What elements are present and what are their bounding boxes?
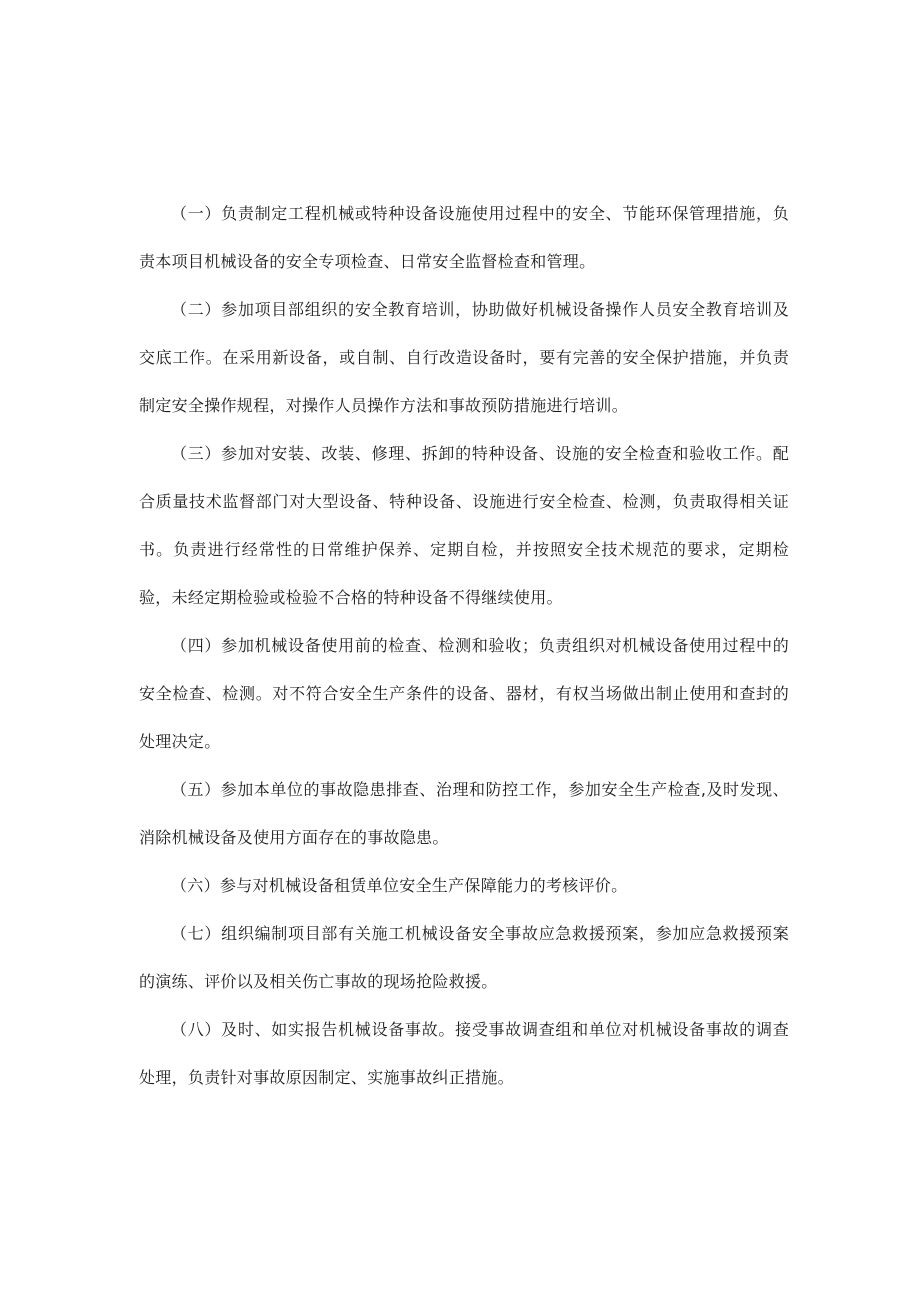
paragraph-5: （五）参加本单位的事故隐患排查、治理和防控工作，参加安全生产检查,及时发现、消除机械设备及使用方面存在的事故隐患。 (139, 780, 789, 847)
paragraph-4: （四）参加机械设备使用前的检查、检测和验收；负责组织对机械设备使用过程中的安全检查、检测。对不符合安全生产条件的设备、器材，有权当场做出制止使用和查封的处理决定。 (139, 636, 789, 751)
paragraph-7: （七）组织编制项目部有关施工机械设备安全事故应急救援预案，参加应急救援预案的演练、评价以及相关伤亡事故的现场抢险救援。 (139, 924, 789, 991)
paragraph-3: （三）参加对安装、改装、修理、拆卸的特种设备、设施的安全检查和验收工作。配合质量技术监督部门对大型设备、特种设备、设施进行安全检查、检测，负责取得相关证书。负责进行经常性的日常维护保养、定期自检，并按照安全技术规范的要求，定期检验，未经定期检验或检验不合格的特种设备不得继续使用。 (139, 444, 789, 607)
paragraph-8: （八）及时、如实报告机械设备事故。接受事故调查组和单位对机械设备事故的调查处理，负责针对事故原因制定、实施事故纠正措施。 (139, 1020, 789, 1087)
paragraph-1: （一）负责制定工程机械或特种设备设施使用过程中的安全、节能环保管理措施，负责本项目机械设备的安全专项检查、日常安全监督检查和管理。 (139, 204, 789, 271)
document-body (139, 190, 789, 1102)
paragraph-2: （二）参加项目部组织的安全教育培训，协助做好机械设备操作人员安全教育培训及交底工作。在采用新设备，或自制、自行改造设备时，要有完善的安全保护措施，并负责制定安全操作规程，对操作人员操作方法和事故预防措施进行培训。 (139, 300, 789, 415)
paragraph-6: （六）参与对机械设备租赁单位安全生产保障能力的考核评价。 (171, 876, 628, 895)
